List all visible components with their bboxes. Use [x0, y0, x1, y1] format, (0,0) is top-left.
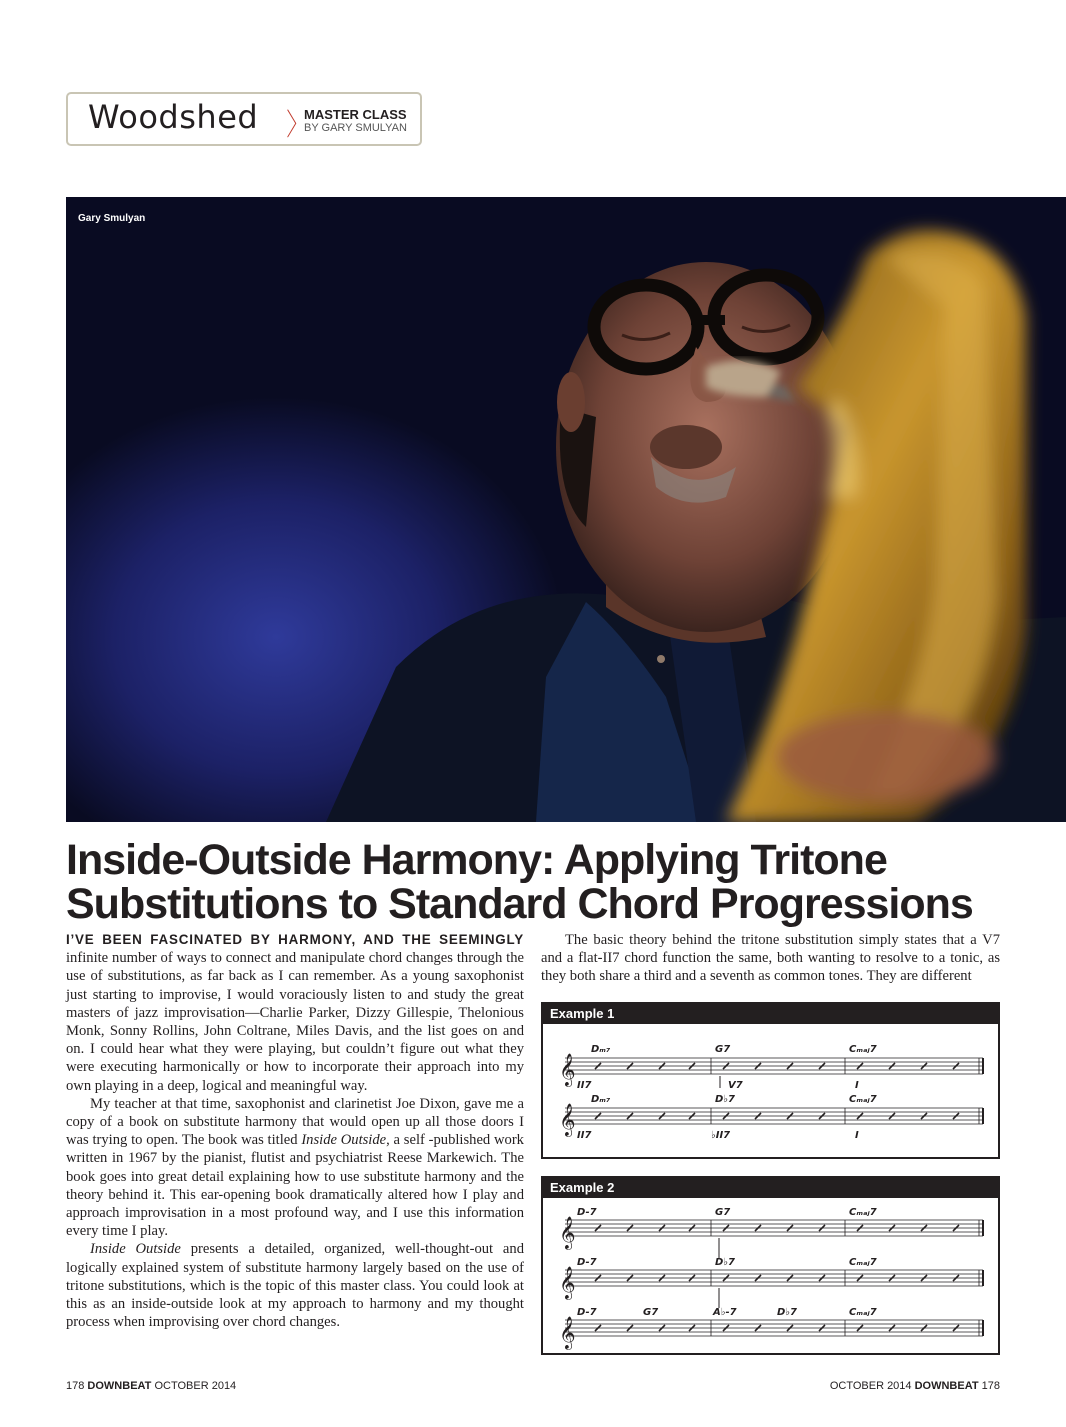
example-title: Example 1 [543, 1004, 998, 1024]
chord-symbol: D♭7 [715, 1094, 735, 1105]
article-paragraph [66, 1095, 524, 1241]
roman-numeral: I [855, 1130, 859, 1141]
roman-numeral: ♭II7 [711, 1130, 731, 1141]
book-title: Inside Outside [301, 1132, 387, 1149]
article-paragraph [66, 1240, 524, 1331]
treble-clef-icon: 𝄞 [559, 1216, 576, 1249]
chord-symbol: D-7 [577, 1207, 597, 1218]
footer-folio-left [66, 1380, 236, 1392]
chord-symbol: A♭-7 [713, 1307, 737, 1318]
chord-symbol: G7 [715, 1044, 731, 1055]
page-number: 178 [66, 1380, 85, 1392]
article-paragraph: The basic theory behind the tritone substitution simply states that a V7 and a flat-II7 chord function the same, both wanting to resolve to a tonic, as they both share a third and a seventh as common tones. They are different [541, 932, 1000, 985]
example-2-figure [541, 1176, 1000, 1355]
paragraph-text: My teacher at that time, saxophonist and clarinetist Joe Dixon, gave me a copy of a book on substitute harmony that would open up all those doors I was trying to open. The book was titled [66, 1095, 524, 1149]
chord-symbol: Cₘₐⱼ7 [849, 1044, 877, 1055]
headline-line-2: Substitutions to Standard Chord Progressions [66, 880, 973, 928]
article-headline [66, 838, 1026, 926]
byline: BY GARY SMULYAN [304, 122, 407, 134]
chord-symbol: Dₘ₇ [591, 1094, 611, 1105]
chord-symbol: Cₘₐⱼ7 [849, 1257, 877, 1268]
treble-clef-icon: 𝄞 [559, 1266, 576, 1299]
chord-symbol: Cₘₐⱼ7 [849, 1094, 877, 1105]
article-column-right [541, 931, 1000, 986]
page-number: 178 [981, 1380, 1000, 1392]
chord-symbol: D♭7 [777, 1307, 797, 1318]
treble-clef-icon: 𝄞 [559, 1053, 576, 1086]
example-title: Example 2 [543, 1178, 998, 1198]
treble-clef-icon: 𝄞 [559, 1103, 576, 1136]
example-1-figure [541, 1002, 1000, 1159]
paragraph-text: infinite number of ways to connect and manipulate chord changes through the use of substitutions, as far back as I can remember. As a young saxophonist just starting to improvise, I would voraciously listen to and study the great masters of jazz improvisation—Charlie Parker, Dizzy Gillespie, Thelonious Monk, Sonny Rollins, John Coltrane, Miles Davis, and the list goes on and on. I could hear what they were playing, but couldn’t figure out what they were executing harmonically or how to incorporate their approach into my own playing in a deep, logical and meaningful way. [66, 950, 524, 1094]
roman-numeral: II7 [577, 1080, 592, 1091]
magazine-name: DOWNBEAT [87, 1380, 152, 1392]
notation-example-2 [543, 1198, 998, 1353]
footer-folio-right [830, 1380, 1000, 1392]
roman-numeral: I [855, 1080, 859, 1091]
headline-line-1: Inside-Outside Harmony: Applying Tritone [66, 836, 887, 884]
chord-symbol: D♭7 [715, 1257, 735, 1268]
section-title: Woodshed [88, 98, 259, 136]
chord-symbol: G7 [643, 1307, 659, 1318]
book-title: Inside Outside [90, 1241, 181, 1258]
roman-numeral: II7 [577, 1130, 592, 1141]
treble-clef-icon: 𝄞 [559, 1316, 576, 1349]
issue-date: OCTOBER 2014 [829, 1380, 912, 1392]
roman-numeral: V7 [728, 1080, 743, 1091]
photo-illustration [66, 197, 1066, 822]
chord-symbol: Cₘₐⱼ7 [849, 1207, 877, 1218]
department-label: MASTER CLASS [304, 107, 407, 122]
paragraph-text: , a self -published work written in 1967 by the pianist, flutist and psychiatrist Reese Markewich. The book goes into great detail explaining how to use substitute harmony and the theory behind it. This ear-opening book dramatically altered how I play and approach improvisation in a most profound way, and I use this information every time I play. [66, 1132, 524, 1240]
saxophonist-photo [66, 197, 1066, 822]
article-paragraph [66, 931, 524, 1095]
chord-symbol: Cₘₐⱼ7 [849, 1307, 877, 1318]
chord-symbol: D-7 [577, 1257, 597, 1268]
lead-in: I’VE BEEN FASCINATED BY HARMONY, AND THE SEEMINGLY [66, 932, 524, 947]
notation-example-1 [543, 1024, 998, 1157]
photo-credit: Gary Smulyan [78, 213, 146, 224]
magazine-name: DOWNBEAT [914, 1380, 979, 1392]
chord-symbol: G7 [715, 1207, 731, 1218]
issue-date: OCTOBER 2014 [154, 1380, 237, 1392]
paragraph-text: presents a detailed, organized, well-thought-out and logically explained system of substitute harmony largely based on the use of tritone substitutions, which is the topic of this master class. You could look at this as an inside-outside look at my approach to harmony and my thought process when improvising over chord changes. [66, 1241, 525, 1331]
chord-symbol: D-7 [577, 1307, 597, 1318]
article-column-left [66, 931, 524, 1331]
chord-symbol: Dₘ₇ [591, 1044, 611, 1055]
section-header [66, 92, 422, 146]
chevron-right-icon: 〉 [286, 108, 308, 143]
